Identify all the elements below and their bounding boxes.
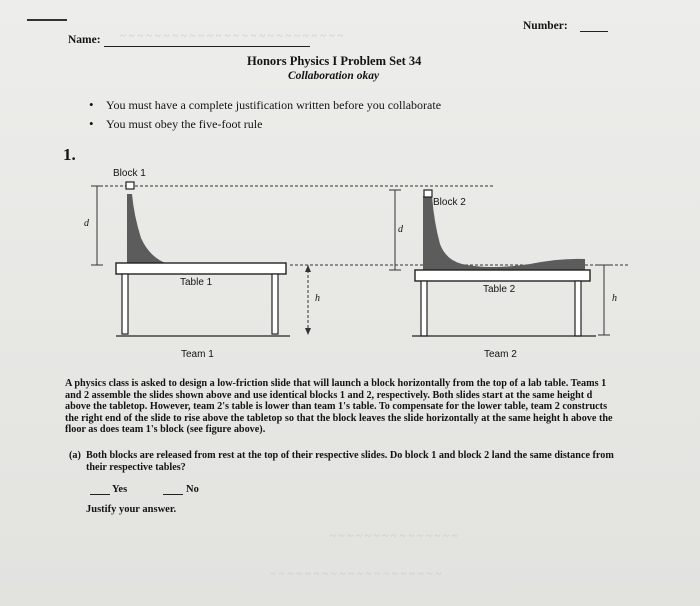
problem-description: A physics class is asked to design a low-friction slide that will launch a block horizontally from the top of a lab table. Teams 1 and 2 assemble the slides shown above and use identical blocks 1 and 2, respectively. Both slides start at the same height d above the tabletop. However, team 2's table is lower than team 1's table. To compensate for the lower table, team 2 constructs the right end of the slide to rise above the tabletop so that the block leaves the slide horizontally at the same height h above the floor as does team 1's block (see figure above). xyxy=(65,378,613,436)
team-2-label: Team 2 xyxy=(484,349,517,360)
instruction-text: You must obey the five-foot rule xyxy=(106,117,263,131)
table-2-leg xyxy=(575,281,581,336)
bullet-icon: • xyxy=(89,116,94,131)
table-2-label: Table 2 xyxy=(483,284,516,295)
block-2 xyxy=(424,190,432,197)
block-1 xyxy=(126,182,134,189)
table-1-leg xyxy=(272,274,278,334)
block-1-label: Block 1 xyxy=(113,168,146,179)
justify-prompt: Justify your answer. xyxy=(86,504,177,515)
question-a-text: Both blocks are released from rest at the top of their respective slides. Do block 1 and block 2 land the same distance from their respective tables? xyxy=(86,450,614,473)
table-2-top xyxy=(415,270,590,281)
table-1-leg xyxy=(122,274,128,334)
slide-1 xyxy=(127,194,168,264)
bleed-through: ~ ~ ~ ~ ~ ~ ~ ~ ~ ~ ~ ~ ~ ~ ~ ~ ~ ~ ~ ~ xyxy=(270,568,442,580)
block-2-label: Block 2 xyxy=(433,197,466,208)
problem-number: 1. xyxy=(63,145,76,164)
d-label-2: d xyxy=(398,224,403,235)
question-a-label: (a) xyxy=(69,450,81,461)
yes-option: Yes xyxy=(112,484,128,495)
h-label-1: h xyxy=(315,293,320,304)
d-label-1: d xyxy=(84,218,89,229)
bleed-through: ~ ~ ~ ~ ~ ~ ~ ~ ~ ~ ~ ~ ~ ~ ~ ~ ~ ~ ~ ~ ~ ~ ~ ~ ~ ~ xyxy=(120,30,344,42)
number-label: Number: xyxy=(523,20,568,32)
yes-answer-blank[interactable] xyxy=(90,494,110,495)
bullet-icon: • xyxy=(89,97,94,112)
page-title: Honors Physics I Problem Set 34 xyxy=(247,54,422,68)
bleed-through: ~ ~ ~ ~ ~ ~ ~ ~ ~ ~ ~ ~ ~ ~ ~ xyxy=(330,530,458,542)
name-label: Name: xyxy=(68,34,101,46)
table-1-top xyxy=(116,263,286,274)
no-answer-blank[interactable] xyxy=(163,494,183,495)
table-2-leg xyxy=(421,281,427,336)
team-1-label: Team 1 xyxy=(181,349,214,360)
instruction-text: You must have a complete justification written before you collaborate xyxy=(106,98,442,112)
table-1-label: Table 1 xyxy=(180,277,213,288)
no-option: No xyxy=(186,484,199,495)
h-label-2: h xyxy=(612,293,617,304)
page-subtitle: Collaboration okay xyxy=(288,70,380,82)
